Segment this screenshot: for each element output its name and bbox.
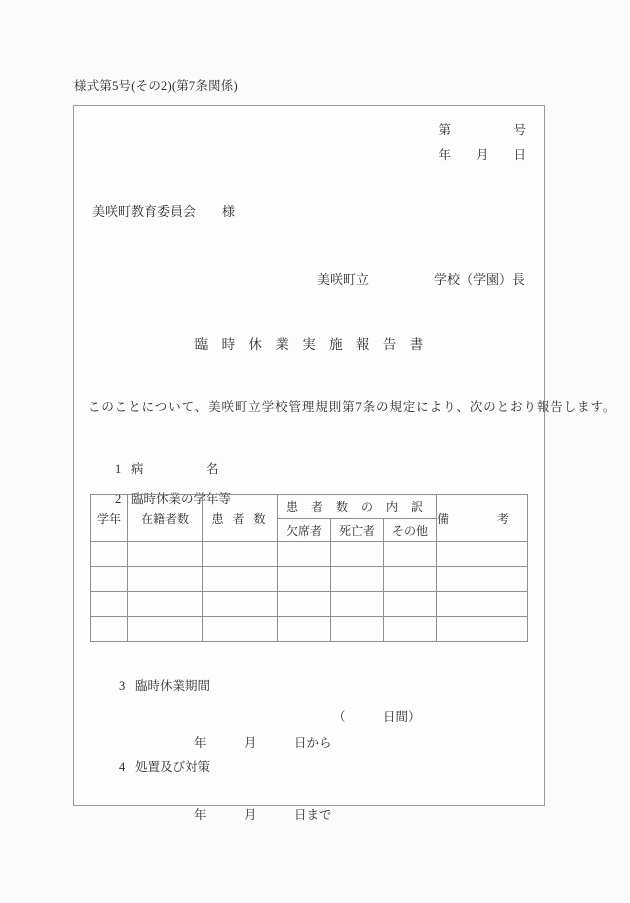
cell-absent[interactable] <box>278 617 331 642</box>
cell-enrolled[interactable] <box>128 567 203 592</box>
cell-other[interactable] <box>384 592 437 617</box>
cell-absent[interactable] <box>278 567 331 592</box>
table-row <box>91 567 528 592</box>
addressee-line: 美咲町教育委員会 様 <box>92 204 236 219</box>
cell-grade[interactable] <box>91 592 128 617</box>
form-frame-inner <box>74 106 617 822</box>
temporary-closure-table-wrapper <box>90 494 528 642</box>
section-4-label: 処置及び対策 <box>135 760 211 774</box>
closure-period-rows <box>194 683 332 875</box>
header-enrolled: 在籍者数 <box>128 495 203 542</box>
cell-remarks[interactable] <box>437 567 528 592</box>
cell-remarks[interactable] <box>437 617 528 642</box>
header-breakdown-group: 患 者 数 の 内 訳 <box>278 495 437 519</box>
document-number-line: 第 号 <box>438 123 526 137</box>
document-title: 臨 時 休 業 実 施 報 告 書 <box>194 337 429 352</box>
section-2-label: 臨時休業の学年等 <box>131 492 232 506</box>
cell-enrolled[interactable] <box>128 542 203 567</box>
cell-absent[interactable] <box>278 592 331 617</box>
table-row <box>91 542 528 567</box>
header-patients: 患 者 数 <box>203 495 278 542</box>
temporary-closure-table <box>90 494 528 642</box>
table-row <box>91 617 528 642</box>
cell-patients[interactable] <box>203 542 278 567</box>
cell-grade[interactable] <box>91 617 128 642</box>
cell-deceased[interactable] <box>331 617 384 642</box>
table-header-row-top <box>91 495 528 519</box>
header-other: その他 <box>384 519 437 542</box>
document-date-line: 年 月 日 <box>438 148 526 162</box>
cell-remarks[interactable] <box>437 592 528 617</box>
document-meta-block <box>438 118 526 168</box>
form-frame <box>73 105 617 822</box>
cell-patients[interactable] <box>203 592 278 617</box>
cell-deceased[interactable] <box>331 592 384 617</box>
cell-enrolled[interactable] <box>128 617 203 642</box>
header-remarks: 備 考 <box>437 495 528 542</box>
section-4-number: 4 <box>119 760 126 774</box>
cell-deceased[interactable] <box>331 542 384 567</box>
period-to-line: 年 月 日まで <box>194 808 332 822</box>
cell-remarks[interactable] <box>437 542 528 567</box>
cell-enrolled[interactable] <box>128 592 203 617</box>
section-1-label: 病 名 <box>131 462 219 476</box>
section-item-3 <box>94 661 210 709</box>
section-1-number: 1 <box>115 462 122 476</box>
section-2-number: 2 <box>115 492 122 506</box>
header-absent: 欠席者 <box>278 519 331 542</box>
section-3-label: 臨時休業期間 <box>135 679 211 693</box>
cell-grade[interactable] <box>91 567 128 592</box>
cell-patients[interactable] <box>203 567 278 592</box>
cell-deceased[interactable] <box>331 567 384 592</box>
header-grade: 学年 <box>91 495 128 542</box>
table-row <box>91 592 528 617</box>
cell-other[interactable] <box>384 542 437 567</box>
cell-other[interactable] <box>384 617 437 642</box>
lead-paragraph: このことについて、美咲町立学校管理規則第7条の規定により、次のとおり報告します。 <box>88 400 617 414</box>
section-item-4 <box>94 742 210 790</box>
sender-line: 美咲町立 学校（学園）長 <box>317 272 526 287</box>
cell-grade[interactable] <box>91 542 128 567</box>
cell-patients[interactable] <box>203 617 278 642</box>
period-duration: （ 日間） <box>333 710 421 724</box>
section-3-number: 3 <box>119 679 126 693</box>
cell-other[interactable] <box>384 567 437 592</box>
cell-absent[interactable] <box>278 542 331 567</box>
header-deceased: 死亡者 <box>331 519 384 542</box>
form-number-label: 様式第5号(その2)(第7条関係) <box>74 79 238 93</box>
period-from-line: 年 月 日から <box>194 736 332 750</box>
